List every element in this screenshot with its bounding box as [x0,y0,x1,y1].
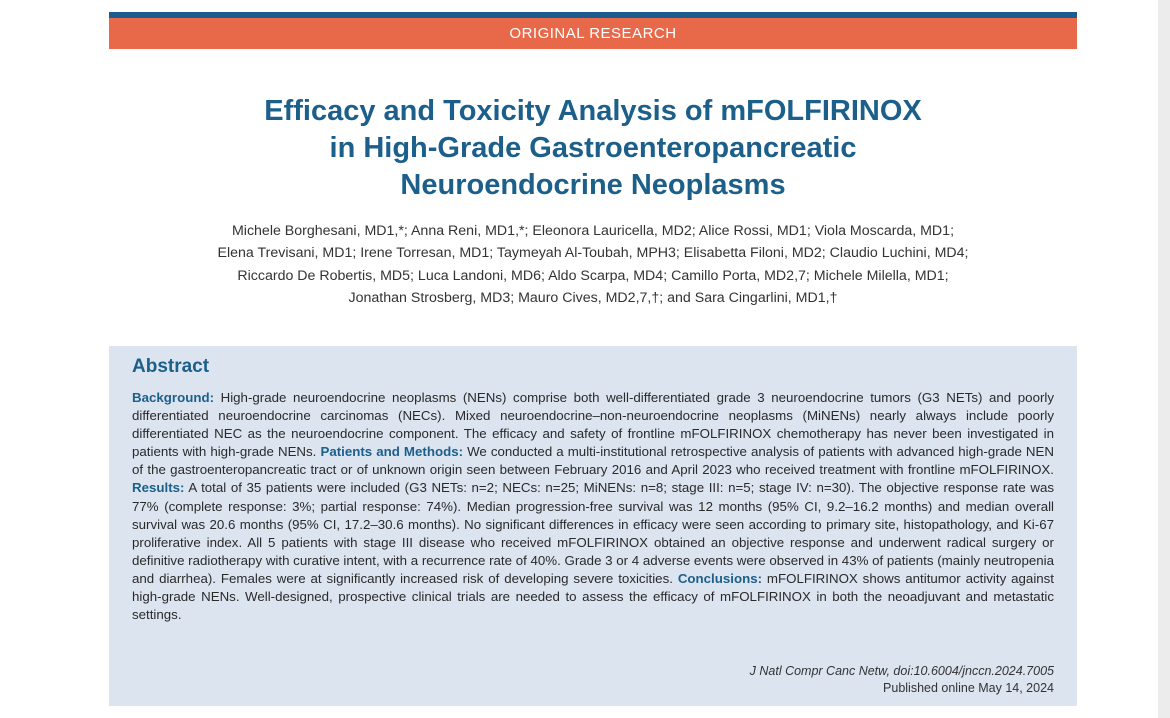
abstract-body [132,389,1054,624]
results-label: Results: [132,480,185,496]
title-line: in High-Grade Gastroenteropancreatic [329,132,857,164]
methods-label: Patients and Methods: [320,444,464,460]
background-label: Background: [132,390,215,405]
page-gutter [1158,0,1170,718]
title-line: Neuroendocrine Neoplasms [400,169,786,201]
background-text: High-grade neuroendocrine neoplasms (NENs) comprise both well-differentiated grade 3 neuroendocrine tumors (G3 NETs) and poorly differentiated neuroendocrine carcinomas (NECs). Mixed neuroendocrine–non-neuroendocrine neoplasms (MiNENs) nearly always include poorly differentiated NEC as the neuroendocrine component. The efficacy and safety of frontline mFOLFIRINOX chemotherapy has never been investigated in patients with high-grade NENs. [132,390,1054,460]
abstract-heading: Abstract [132,356,210,377]
conclusions-label: Conclusions: [677,570,763,586]
author-list [140,220,1046,310]
methods-text: We conducted a multi-institutional retrospective analysis of patients with advanced high-grade NEN of the gastroenteropancreatic tract or of unknown origin seen between February 2016 and April 2023 who received treatment with frontline mFOLFIRINOX. [132,444,1054,478]
journal-doi: J Natl Compr Canc Netw, doi:10.6004/jnccn.2024.7005 [749,664,1054,678]
author-line: Riccardo De Robertis, MD5; Luca Landoni, MD6; Aldo Scarpa, MD4; Camillo Porta, MD2,7; Michele Milella, MD1; [237,267,949,284]
publication-date: Published online May 14, 2024 [883,681,1054,695]
results-text: A total of 35 patients were included (G3 NETs: n=2; NECs: n=25; MiNENs: n=8; stage III: n=5; stage IV: n=30). The objective response rate was 77% (complete response: 3%; partial response: 74%). Median progression-free survival was 12 months (95% CI, 9.2–16.2 months) and median overall survival was 20.6 months (95% CI, 17.2–30.6 months). No significant differences in efficacy were seen according to primary site, histopathology, and Ki-67 proliferative index. All 5 patients with stage III disease who received mFOLFIRINOX obtained an objective response and underwent radical surgery or definitive radiotherapy with curative intent, with a recurrence rate of 40%. Grade 3 or 4 adverse events were observed in 43% of patients (mainly neutropenia and diarrhea). Females were at significantly increased risk of developing severe toxicities. [132,480,1054,586]
title-line: Efficacy and Toxicity Analysis of mFOLFIRINOX [264,95,922,127]
section-banner: ORIGINAL RESEARCH [109,18,1077,49]
article-title [109,93,1077,204]
conclusions-text: mFOLFIRINOX shows antitumor activity against high-grade NENs. Well-designed, prospective clinical trials are needed to assess the efficacy of mFOLFIRINOX in both the neoadjuvant and metastatic settings. [132,570,1055,623]
author-line: Elena Trevisani, MD1; Irene Torresan, MD1; Taymeyah Al-Toubah, MPH3; Elisabetta Filoni, MD2; Claudio Luchini, MD4; [217,245,969,262]
citation [750,663,1054,697]
author-line: Jonathan Strosberg, MD3; Mauro Cives, MD2,7,†; and Sara Cingarlini, MD1,† [348,290,838,307]
author-line: Michele Borghesani, MD1,*; Anna Reni, MD1,*; Eleonora Lauricella, MD2; Alice Rossi, MD1; Viola Moscarda, MD1; [231,223,955,239]
